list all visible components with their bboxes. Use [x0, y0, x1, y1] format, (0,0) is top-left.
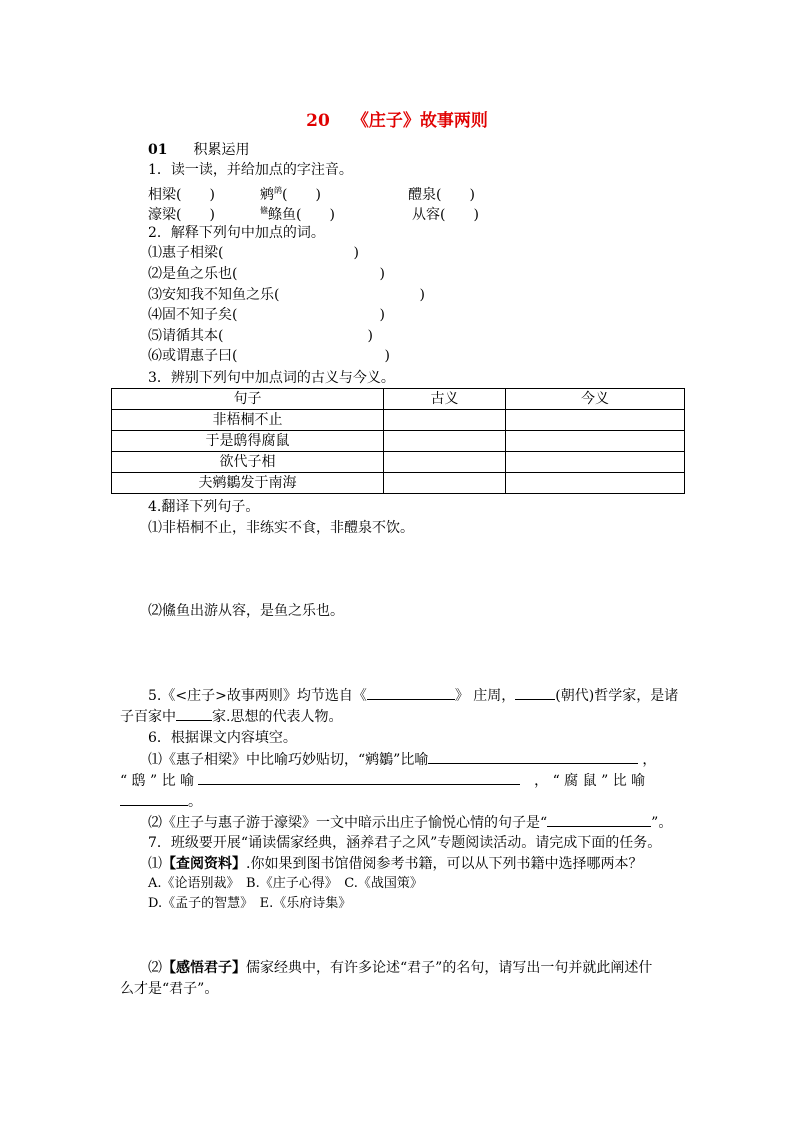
q3-heading — [148, 368, 395, 388]
q1-item-char: 鲦 — [268, 206, 282, 223]
q1-item: 相梁( ) — [148, 186, 215, 203]
q5-text: 子百家中 — [120, 709, 176, 725]
q1-item: 濠梁( ) — [148, 206, 215, 223]
lesson-number: 20 — [306, 111, 330, 131]
q7-options-1 — [148, 874, 423, 894]
q2-item-text: ⑴惠子相梁( — [148, 245, 224, 261]
table-row — [112, 431, 685, 452]
q6-blank-fushu — [120, 791, 188, 806]
q1-item-blank: 鱼( ) — [282, 206, 335, 223]
q7-options-text: A.《论语别裁》 B.《庄子心得》 C.《战国策》 — [148, 876, 423, 891]
q5-blank-dynasty — [515, 685, 555, 700]
q7-sub-text: 儒家经典中，有许多论述“君子”的名句，请写出一句并就此阐述什 — [246, 960, 653, 976]
ancient-cell — [384, 452, 506, 473]
q2-item-close: ) — [379, 266, 385, 282]
q2-item-6 — [148, 346, 390, 366]
q5-text: 家.思想的代表人物。 — [212, 709, 343, 725]
q7-sub-tag: 【查阅资料】 — [162, 856, 246, 872]
q6-heading — [148, 728, 297, 748]
q5-text: (朝代)哲学家，是诸 — [555, 688, 679, 704]
modern-cell — [506, 431, 685, 452]
q7-sub-1 — [148, 854, 642, 874]
q1-row2 — [148, 201, 479, 225]
q7-sub-text: .你如果到图书馆借阅参考书籍，可以从下列书籍中选择哪两本？ — [246, 856, 643, 872]
header-ancient: 古义 — [384, 389, 506, 410]
q6-item-1-cont — [120, 770, 645, 791]
q2-item-4 — [148, 305, 385, 325]
q2-item-text: ⑶安知我不知鱼之乐( — [148, 287, 280, 303]
q6-item-1 — [148, 749, 656, 770]
q4-heading — [148, 497, 259, 517]
section-header — [148, 140, 249, 160]
q4-heading-text: 4.翻译下列句子。 — [148, 499, 260, 515]
q7-sub-prefix: ⑴ — [148, 856, 162, 872]
q7-sub-2 — [148, 958, 652, 978]
q3-heading-text: 3．辨别下列句中加点词的古义与今义。 — [148, 370, 395, 386]
q6-text: ， “ 腐 鼠 ” 比 喻 — [534, 773, 646, 789]
q7-sub-text: 么才是“君子”。 — [120, 981, 219, 997]
q2-item-2 — [148, 264, 385, 284]
q4-sentence-1 — [148, 518, 414, 538]
modern-cell — [506, 410, 685, 431]
q4-sentence-text: ⑵鯈鱼出游从容，是鱼之乐也。 — [148, 603, 344, 619]
q2-heading — [148, 223, 325, 243]
q7-options-2 — [148, 894, 351, 914]
ancient-cell — [384, 473, 506, 494]
q2-item-3 — [148, 285, 425, 305]
q7-sub-prefix: ⑵ — [148, 960, 162, 976]
lesson-title: 《庄子》故事两则 — [351, 111, 488, 131]
sentence-cell: 夫鹓鶵发于南海 — [112, 473, 384, 494]
q4-sentence-2 — [148, 601, 344, 621]
q7-heading — [148, 833, 661, 853]
q1-heading — [148, 160, 353, 180]
q2-item-close: ) — [367, 328, 373, 344]
q6-text: 。 — [188, 794, 202, 810]
q6-heading-text: 6．根据课文内容填空。 — [148, 730, 297, 746]
q5-blank-book — [367, 685, 455, 700]
q2-heading-text: 2．解释下列句中加点的词。 — [148, 225, 325, 241]
q6-item-2 — [148, 812, 672, 833]
q2-item-1 — [148, 243, 359, 263]
q5-blank-school — [176, 706, 212, 721]
q6-blank-yuanchu — [428, 749, 638, 764]
q1-item: 醴泉( ) — [408, 186, 475, 203]
q1-heading-text: 1．读一读，并给加点的字注音。 — [148, 162, 353, 178]
q5-text: 》 庄周， — [454, 688, 516, 704]
q2-item-text: ⑸请循其本( — [148, 328, 224, 344]
q6-item-1-end — [120, 791, 202, 812]
q6-blank-sentence — [547, 812, 651, 827]
q2-item-text: ⑷固不知子矣( — [148, 307, 238, 323]
q2-item-close: ) — [384, 348, 390, 364]
q2-item-text: ⑵是鱼之乐也( — [148, 266, 238, 282]
table-header-row — [112, 389, 685, 410]
q7-sub-tag: 【感悟君子】 — [162, 960, 246, 976]
q6-text: ， — [642, 752, 657, 768]
q1-item-char: 鹓 — [260, 186, 274, 203]
header-modern: 今义 — [506, 389, 685, 410]
q4-sentence-text: ⑴非梧桐不止，非练实不食，非醴泉不饮。 — [148, 520, 414, 536]
q2-item-close: ) — [353, 245, 359, 261]
table-row — [112, 452, 685, 473]
table-row — [112, 410, 685, 431]
q5-line-2 — [120, 706, 342, 727]
ancient-cell — [384, 431, 506, 452]
q6-blank-chi — [198, 770, 520, 785]
q6-text: ”。 — [651, 815, 673, 831]
q6-text: ⑴《惠子相梁》中比喻巧妙贴切，“鹓鶵”比喻 — [148, 752, 429, 768]
q2-item-5 — [148, 326, 373, 346]
q7-heading-text: 7．班级要开展“诵读儒家经典，涵养君子之风”专题阅读活动。请完成下面的任务。 — [148, 835, 662, 851]
q6-text: “ 鸱 ” 比 喻 — [120, 773, 195, 789]
page-title — [0, 106, 794, 131]
q7-options-text: D.《孟子的智慧》 E.《乐府诗集》 — [148, 896, 352, 911]
q5-text: 5.《<庄子>故事两则》均节选自《 — [148, 688, 367, 704]
table-row — [112, 473, 685, 494]
sentence-cell: 欲代子相 — [112, 452, 384, 473]
q5-line-1 — [148, 685, 678, 706]
sentence-cell: 非梧桐不止 — [112, 410, 384, 431]
q1-item-blank: ( ) — [282, 186, 321, 203]
modern-cell — [506, 452, 685, 473]
ancient-cell — [384, 410, 506, 431]
q1-item-sup: 鹐 — [274, 186, 282, 195]
section-number: 01 — [148, 142, 168, 158]
header-sentence: 句子 — [112, 389, 384, 410]
q2-item-close: ) — [419, 287, 425, 303]
q6-text: ⑵《庄子与惠子游于濠梁》一文中暗示出庄子愉悦心情的句子是“ — [148, 815, 548, 831]
sentence-cell: 于是鸱得腐鼠 — [112, 431, 384, 452]
section-label: 积累运用 — [193, 142, 250, 158]
q2-item-close: ) — [379, 307, 385, 323]
q1-item: 从容( ) — [412, 206, 479, 223]
modern-cell — [506, 473, 685, 494]
q7-sub-2-cont — [120, 979, 218, 999]
q2-item-text: ⑹或谓惠子曰( — [148, 348, 238, 364]
q3-table — [111, 388, 685, 494]
q1-item-sup: 鯈 — [260, 206, 268, 215]
